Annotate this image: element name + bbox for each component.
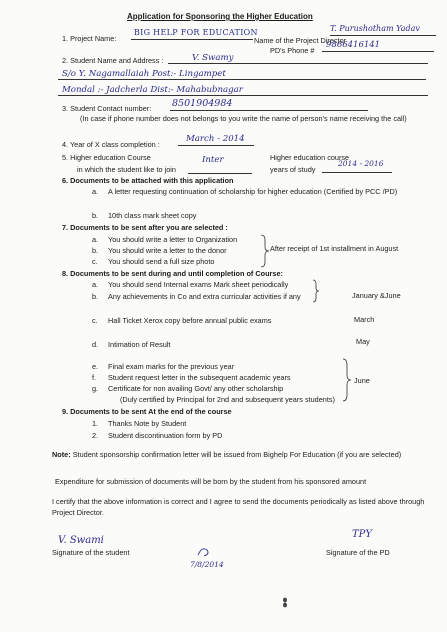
section7-heading: 7. Documents to be sent after you are selected :: [62, 223, 228, 232]
list-item: 10th class mark sheet copy: [108, 211, 197, 220]
project-director-label: Name of the Project Director: [254, 36, 347, 45]
list-item: You should write a letter to Organization: [108, 235, 238, 244]
list-item: (Duly certified by Principal for 2nd and subsequent years students): [120, 395, 335, 404]
list-marker: 2.: [92, 431, 99, 440]
list-marker: d.: [92, 340, 99, 349]
contact-label: 3. Student Contact number:: [62, 104, 152, 113]
pd-signature: TPY: [352, 529, 372, 540]
course-label-b: in which the student like to join: [77, 165, 176, 174]
timing-d: May: [356, 337, 370, 346]
contact-note: (In case if phone number does not belongs to you write the name of person's name receiving the call): [80, 114, 407, 123]
project-name-label: 1. Project Name:: [62, 34, 117, 43]
section9-heading: 9. Documents to be sent At the end of the course: [62, 407, 232, 416]
section7-note: After receipt of 1st installment in August: [270, 244, 399, 253]
student-signature-label: Signature of the student: [52, 548, 130, 557]
list-marker: a.: [92, 187, 99, 196]
note-1: [52, 449, 432, 460]
section8-heading: 8. Documents to be sent during and until completion of Course:: [62, 269, 283, 278]
list-item: Any achievements in Co and extra curricular activities if any: [108, 292, 301, 301]
timing-c: March: [354, 315, 375, 324]
course-value: Inter: [202, 155, 224, 165]
list-item: Student discontinuation form by PD: [108, 431, 223, 440]
brace-icon: [312, 279, 320, 303]
middle-date: 7/8/2014: [190, 560, 224, 569]
list-item: You should write a letter to the donor: [108, 246, 227, 255]
timing-efg: June: [354, 376, 370, 385]
brace-icon: [260, 234, 270, 268]
x-year-label: 4. Year of X class completion :: [62, 140, 160, 149]
note-2: Expenditure for submission of documents will be born by the student from his sponsored amount: [55, 477, 367, 486]
list-marker: g.: [92, 384, 99, 393]
list-marker: 1.: [92, 419, 99, 428]
list-item: You should send a full size photo: [108, 257, 215, 266]
years-value: 2014 - 2016: [338, 159, 384, 168]
list-marker: c.: [92, 257, 98, 266]
list-item: You should send Internal exams Mark sheet periodically: [108, 280, 289, 289]
list-item: Intimation of Result: [108, 340, 171, 349]
project-director-value: T. Purushotham Yadav: [330, 24, 420, 33]
list-item: Hall Ticket Xerox copy before annual public exams: [108, 316, 272, 325]
student-name-label: 2. Student Name and Address :: [62, 56, 164, 65]
student-name-value: V. Swamy: [192, 53, 234, 63]
address-line-1: S/o Y. Nagamallaiah Post:- Lingampet: [62, 69, 226, 79]
list-marker: e.: [92, 362, 99, 371]
list-item: Student request letter in the subsequent academic years: [108, 373, 291, 382]
project-name-value: BIG HELP FOR EDUCATION: [134, 28, 258, 37]
list-marker: f.: [92, 373, 97, 382]
pd-phone-value: 9866416141: [326, 40, 381, 50]
list-marker: b.: [92, 246, 99, 255]
list-item: Final exam marks for the previous year: [108, 362, 235, 371]
brace-icon: [342, 358, 352, 402]
years-label-a: Higher education course: [270, 153, 350, 162]
initials-mark-icon: [196, 545, 212, 559]
list-marker: a.: [92, 235, 99, 244]
list-item: Thanks Note by Student: [108, 419, 187, 428]
contact-value: 8501904984: [172, 98, 233, 109]
certify-statement: I certify that the above information is correct and I agree to send the documents periodically as listed above through Project Director.: [52, 497, 425, 517]
student-signature: V. Swami: [58, 535, 104, 546]
list-marker: b.: [92, 211, 99, 220]
address-line-2: Mondal :- Jadcherla Dist:- Mahabubnagar: [62, 85, 243, 95]
list-marker: b.: [92, 292, 99, 301]
list-item: Certificate for non availing Govt/ any other scholarship: [108, 384, 284, 393]
section6-heading: 6. Documents to be attached with this application: [62, 176, 234, 185]
note-1-label: Note:: [52, 450, 71, 459]
page-title: Application for Sponsoring the Higher Education: [127, 12, 313, 21]
course-label-a: 5. Higher education Course: [62, 153, 151, 162]
note-1-text: Student sponsorship confirmation letter will be issued from Bighelp For Education (if you are selected): [72, 450, 402, 459]
page-mark-icon: [281, 596, 289, 608]
list-item: A letter requesting continuation of scholarship for higher education (Certified by PCC /PD): [108, 187, 398, 196]
list-marker: a.: [92, 280, 99, 289]
x-year-value: March - 2014: [186, 134, 245, 144]
years-label-b: years of study: [270, 165, 316, 174]
list-marker: c.: [92, 316, 98, 325]
timing-ab: January &June: [352, 291, 401, 300]
pd-signature-label: Signature of the PD: [326, 548, 390, 557]
pd-phone-label: PD's Phone #: [270, 46, 315, 55]
